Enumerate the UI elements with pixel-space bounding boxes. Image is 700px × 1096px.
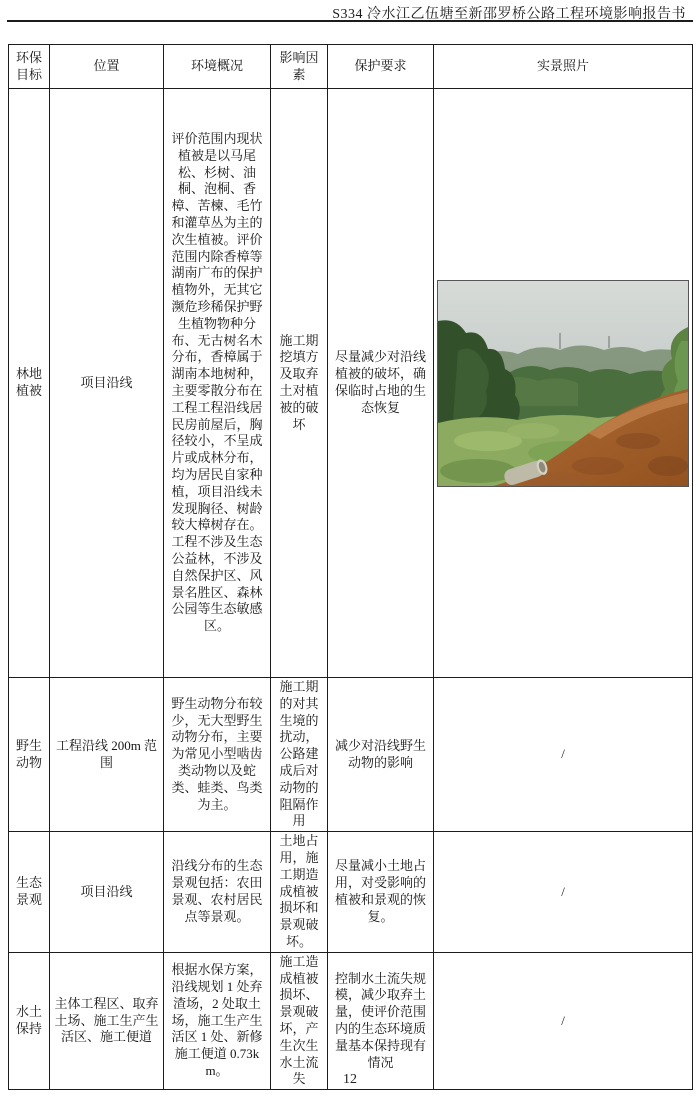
col-header-target: 环保目标	[9, 45, 50, 89]
document-title: S334 冷水江乙伍塘至新邵罗桥公路工程环境影响报告书	[332, 7, 686, 22]
cell-photo	[434, 89, 693, 678]
col-header-requirements: 保护要求	[328, 45, 434, 89]
cell-target: 野生动物	[9, 678, 50, 832]
cell-requirements: 尽量减少对沿线植被的破坏，确保临时占地的生态恢复	[328, 89, 434, 678]
landscape-photo-graphic	[438, 281, 688, 486]
cell-overview: 评价范围内现状植被是以马尾松、杉树、油桐、泡桐、香樟、苦楝、毛竹和灌草丛为主的次生植被。评价范围内除香樟等湖南广布的保护植物外，无其它濒危珍稀保护野生植物物种分布、无古树名木分布，香樟属于湖南本地树种，主要零散分布在工程工程沿线居民房前屋后，胸径较小，不呈成片或成林分布，均为居民自家种植，项目沿线未发现胸径、树龄较大樟树存在。工程不涉及生态公益林，不涉及自然保护区、风景名胜区、森林公园等生态敏感区。	[164, 89, 271, 678]
table-row-forest-vegetation	[9, 89, 693, 678]
cell-target: 生态景观	[9, 832, 50, 953]
cell-overview: 根据水保方案，沿线规划 1 处弃渣场，2 处取土场，施工生产生活区 1 处、新修施工便道 0.73km。	[164, 952, 271, 1089]
table-header-row	[9, 45, 693, 89]
page-number: 12	[343, 1072, 357, 1087]
eco-protection-table	[8, 44, 693, 1090]
cell-target: 林地植被	[9, 89, 50, 678]
table-row-soil-water	[9, 952, 693, 1089]
table-row-wildlife	[9, 678, 693, 832]
cell-factors: 施工造成植被损坏、景观破坏，产生次生水土流失	[271, 952, 328, 1089]
cell-location: 工程沿线 200m 范围	[50, 678, 164, 832]
cell-overview: 野生动物分布较少，无大型野生动物分布，主要为常见小型啮齿类动物以及蛇类、蛙类、鸟类为主。	[164, 678, 271, 832]
col-header-overview: 环境概况	[164, 45, 271, 89]
cell-target: 水土保持	[9, 952, 50, 1089]
col-header-factors: 影响因素	[271, 45, 328, 89]
cell-location: 项目沿线	[50, 832, 164, 953]
cell-location: 主体工程区、取弃土场、施工生产生活区、施工便道	[50, 952, 164, 1089]
cell-overview: 沿线分布的生态景观包括：农田景观、农村居民点等景观。	[164, 832, 271, 953]
cell-requirements: 减少对沿线野生动物的影响	[328, 678, 434, 832]
cell-factors: 施工期挖填方及取弃土对植被的破坏	[271, 89, 328, 678]
table-row-eco-landscape	[9, 832, 693, 953]
cell-location: 项目沿线	[50, 89, 164, 678]
cell-factors: 施工期的对其生境的扰动，公路建成后对动物的阻隔作用	[271, 678, 328, 832]
title-divider	[7, 20, 693, 22]
site-photo	[437, 280, 689, 487]
cell-factors: 土地占用，施工期造成植被损坏和景观破坏。	[271, 832, 328, 953]
cell-requirements: 控制水土流失规模，减少取弃土量，使评价范围内的生态环境质量基本保持现有情况	[328, 952, 434, 1089]
cell-requirements: 尽量减小土地占用，对受影响的植被和景观的恢复。	[328, 832, 434, 953]
cell-photo: /	[434, 678, 693, 832]
cell-photo: /	[434, 952, 693, 1089]
col-header-photo: 实景照片	[434, 45, 693, 89]
col-header-location: 位置	[50, 45, 164, 89]
cell-photo: /	[434, 832, 693, 953]
